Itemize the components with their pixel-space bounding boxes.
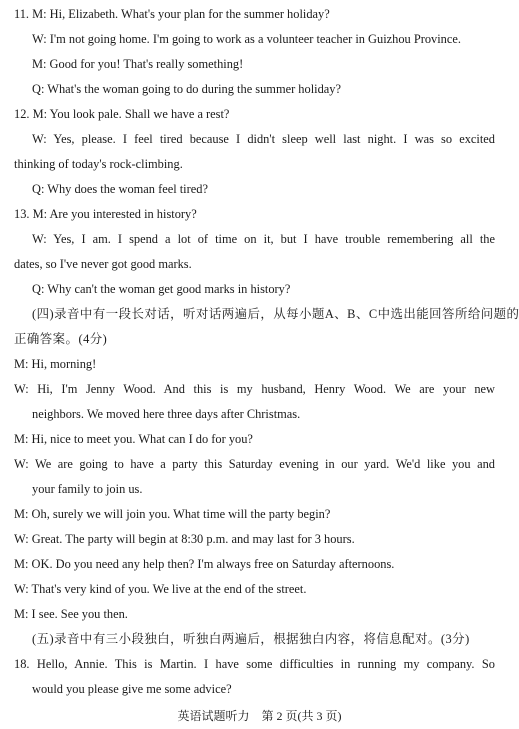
q18-line1: 18. Hello, Annie. This is Martin. I have some difficulties in running my company. So xyxy=(14,657,495,671)
q12-speaker-m: 12. M: You look pale. Shall we have a rest? xyxy=(14,107,230,121)
q13-speaker-m: 13. M: Are you interested in history? xyxy=(14,207,197,221)
dialogue-line: neighbors. We moved here three days after Christmas. xyxy=(32,407,301,421)
dialogue-line: W: Hi, I'm Jenny Wood. And this is my husband, Henry Wood. We are your new xyxy=(14,382,495,396)
dialogue-line: W: Great. The party will begin at 8:30 p.m. and may last for 3 hours. xyxy=(14,532,355,546)
section5-instruction: (五)录音中有三小段独白，听独白两遍后，根据独白内容，将信息配对。(3分) xyxy=(32,632,470,646)
q13-question: Q: Why can't the woman get good marks in history? xyxy=(32,282,291,296)
q13-speaker-w-line2: dates, so I've never got good marks. xyxy=(14,257,192,271)
dialogue-line: M: I see. See you then. xyxy=(14,607,128,621)
q11-speaker-m2: M: Good for you! That's really something! xyxy=(32,57,244,71)
dialogue-line: W: That's very kind of you. We live at the end of the street. xyxy=(14,582,307,596)
q18-line2: would you please give me some advice? xyxy=(32,682,232,696)
q12-speaker-w-line2: thinking of today's rock-climbing. xyxy=(14,157,183,171)
section4-instruction-line2: 正确答案。(4分) xyxy=(14,332,108,346)
q12-question: Q: Why does the woman feel tired? xyxy=(32,182,208,196)
dialogue-line: M: Hi, nice to meet you. What can I do for you? xyxy=(14,432,253,446)
dialogue-line: M: OK. Do you need any help then? I'm always free on Saturday afternoons. xyxy=(14,557,395,571)
section4-instruction-line1: (四)录音中有一段长对话，听对话两遍后，从每小题A、B、C中选出能回答所给问题的 xyxy=(32,307,519,321)
dialogue-line: W: We are going to have a party this Saturday evening in our yard. We'd like you and xyxy=(14,457,495,471)
dialogue-line: M: Oh, surely we will join you. What time will the party begin? xyxy=(14,507,331,521)
dialogue-line: your family to join us. xyxy=(32,482,143,496)
dialogue-line: M: Hi, morning! xyxy=(14,357,97,371)
q11-speaker-m: 11. M: Hi, Elizabeth. What's your plan for the summer holiday? xyxy=(14,7,330,21)
q12-speaker-w-line1: W: Yes, please. I feel tired because I didn't sleep well last night. I was so excited xyxy=(32,132,495,146)
q11-question: Q: What's the woman going to do during the summer holiday? xyxy=(32,82,341,96)
q13-speaker-w-line1: W: Yes, I am. I spend a lot of time on it, but I have trouble remembering all the xyxy=(32,232,495,246)
q11-speaker-w: W: I'm not going home. I'm going to work as a volunteer teacher in Guizhou Province. xyxy=(32,32,461,46)
page-footer: 英语试题听力 第 2 页(共 3 页) xyxy=(177,709,342,723)
